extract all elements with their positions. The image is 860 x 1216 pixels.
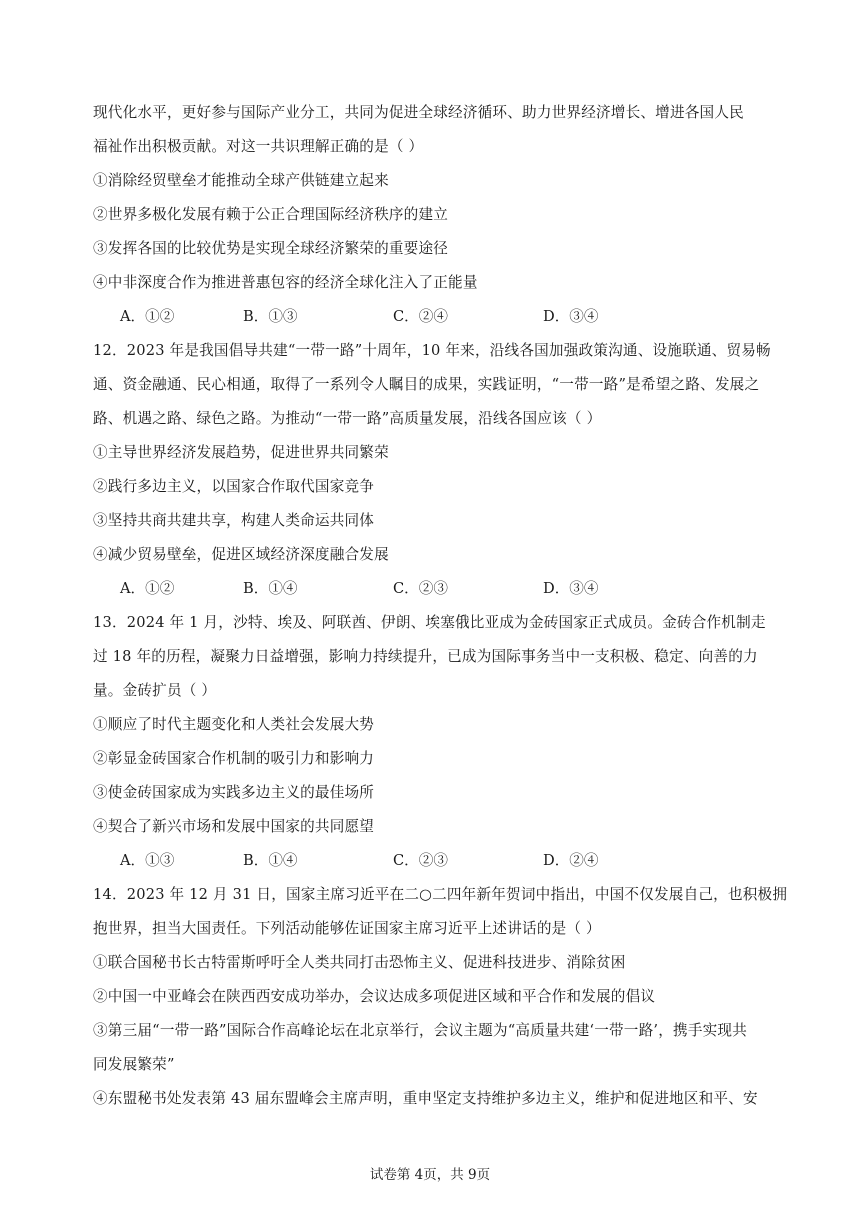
statement: ①联合国秘书长古特雷斯呼吁全人类共同打击恐怖主义、促进科技进步、消除贫困 [93,954,626,971]
option-a[interactable]: A．①③ [120,852,175,869]
page-content [93,96,788,1116]
statement: ①顺应了时代主题变化和人类社会发展大势 [93,716,375,733]
option-d[interactable]: D．③④ [543,308,599,325]
statement: ④东盟秘书处发表第 43 届东盟峰会主席声明，重申坚定支持维护多边主义，维护和促进地区和平、安 [93,1090,758,1107]
statement: ①消除经贸壁垒才能推动全球产供链建立起来 [93,172,389,189]
option-b[interactable]: B．①④ [243,580,298,597]
statement: ③第三届“一带一路”国际合作高峰论坛在北京举行，会议主题为“高质量共建‘一带一路’，携手实现共 [93,1022,748,1039]
option-c[interactable]: C．②③ [393,580,448,597]
option-c[interactable]: C．②③ [393,852,448,869]
option-b[interactable]: B．①③ [243,308,298,325]
statement: ④减少贸易壁垒，促进区域经济深度融合发展 [93,546,389,563]
statement: ②中国一中亚峰会在陕西西安成功举办，会议达成多项促进区域和平合作和发展的倡议 [93,988,656,1005]
statement: ②践行多边主义，以国家合作取代国家竞争 [93,478,375,495]
statement: 同发展繁荣” [93,1056,175,1073]
statement: ②彰显金砖国家合作机制的吸引力和影响力 [93,750,375,767]
statement: ④契合了新兴市场和发展中国家的共同愿望 [93,818,375,835]
question-stem-line: 量。金砖扩员（ ） [93,682,217,699]
option-a[interactable]: A．①② [120,308,175,325]
question-stem-line: 13．2024 年 1 月，沙特、埃及、阿联酋、伊朗、埃塞俄比亚成为金砖国家正式成员。金砖合作机制走 [93,614,766,631]
question-stem-line: 福祉作出积极贡献。对这一共识理解正确的是（ ） [93,138,424,155]
option-a[interactable]: A．①② [120,580,175,597]
option-c[interactable]: C．②④ [393,308,448,325]
question-stem-line: 14．2023 年 12 月 31 日，国家主席习近平在二○二四年新年贺词中指出，中国不仅发展自己，也积极拥 [93,886,788,903]
answer-options [93,844,773,878]
option-d[interactable]: D．②④ [543,852,599,869]
question-stem-line: 抱世界，担当大国责任。下列活动能够佐证国家主席习近平上述讲话的是（ ） [93,920,601,937]
question-stem-line: 过 18 年的历程，凝聚力日益增强，影响力持续提升，已成为国际事务当中一支积极、稳定、向善的力 [93,648,758,665]
statement: ②世界多极化发展有赖于公正合理国际经济秩序的建立 [93,206,449,223]
question-stem-line: 12．2023 年是我国倡导共建“一带一路”十周年，10 年来，沿线各国加强政策沟通、设施联通、贸易畅 [93,342,771,359]
answer-options [93,300,773,334]
question-14 [93,878,788,1116]
option-d[interactable]: D．③④ [543,580,599,597]
question-stem-line: 路、机遇之路、绿色之路。为推动“一带一路”高质量发展，沿线各国应该（ ） [93,410,602,427]
question-12 [93,334,773,606]
statement: ③坚持共商共建共享，构建人类命运共同体 [93,512,375,529]
question-stem-line: 现代化水平，更好参与国际产业分工，共同为促进全球经济循环、助力世界经济增长、增进各国人民 [93,104,744,121]
statement: ④中非深度合作为推进普惠包容的经济全球化注入了正能量 [93,274,478,291]
page-footer: 试卷第 4页，共 9页 [369,1167,491,1183]
option-b[interactable]: B．①④ [243,852,298,869]
answer-options [93,572,773,606]
question-13 [93,606,773,878]
statement: ③使金砖国家成为实践多边主义的最佳场所 [93,784,375,801]
question-11 [93,96,773,334]
question-stem-line: 通、资金融通、民心相通，取得了一系列令人瞩目的成果，实践证明，“一带一路”是希望之路、发展之 [93,376,760,393]
statement: ③发挥各国的比较优势是实现全球经济繁荣的重要途径 [93,240,449,257]
statement: ①主导世界经济发展趋势，促进世界共同繁荣 [93,444,389,461]
